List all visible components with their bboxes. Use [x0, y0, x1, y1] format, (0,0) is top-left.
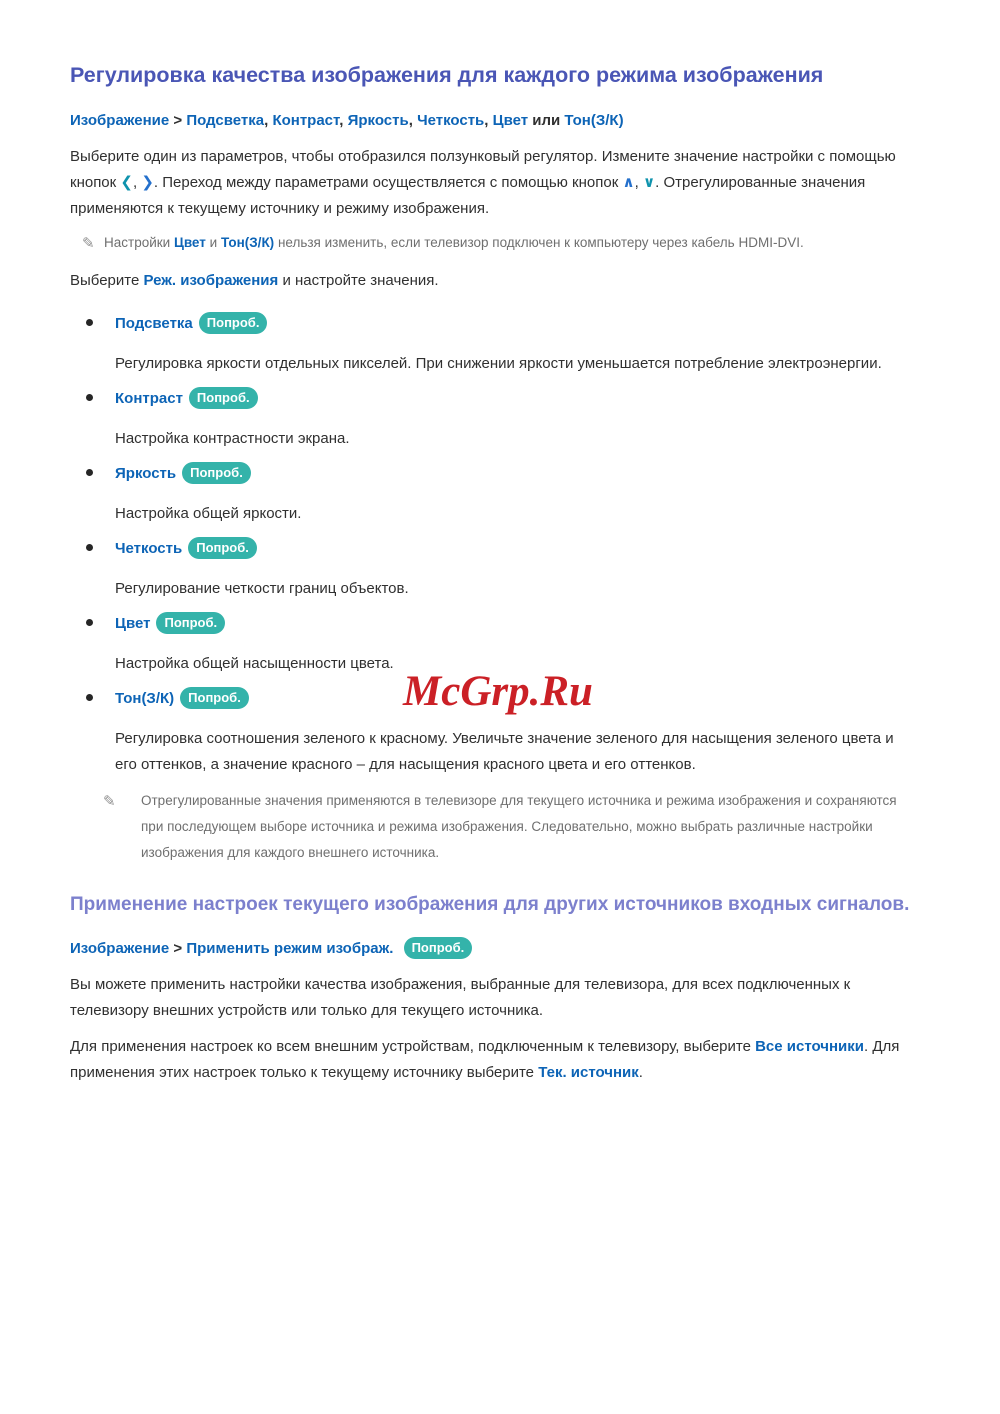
bullet-icon	[86, 394, 93, 401]
crumb-separator: >	[169, 112, 187, 129]
term-all-sources: Все источники	[755, 1038, 864, 1055]
term-tint: Тон(З/К)	[220, 235, 275, 250]
text-run: нельзя изменить, если телевизор подключен к компьютеру через кабель HDMI-DVI.	[274, 235, 804, 250]
crumb-backlight: Подсветка	[186, 112, 265, 129]
setting-name: Цвет	[115, 615, 151, 632]
right-arrow-icon: ❯	[141, 174, 154, 191]
crumb-contrast: Контраст	[272, 112, 340, 129]
setting-head	[115, 312, 922, 334]
section-title: Применение настроек текущего изображения для других источников входных сигналов.	[70, 894, 910, 915]
setting-description: Настройка общей насыщенности цвета.	[115, 655, 394, 672]
setting-head	[115, 387, 922, 409]
setting-name: Тон(З/К)	[115, 690, 175, 707]
term-picture-mode: Реж. изображения	[143, 272, 279, 289]
crumb-color: Цвет	[492, 112, 529, 129]
try-now-badge: Попроб.	[180, 687, 249, 709]
crumb-separator: ,	[408, 112, 418, 129]
text-run: Выберите один из параметров, чтобы отобразился ползунковый регулятор. Измените значение настройки с помощью кнопок	[70, 148, 896, 191]
apply-paragraph: Вы можете применить настройки качества изображения, выбранные для телевизора, для всех подключенных к телевизору внешних устройств или только для текущего источника.	[70, 976, 851, 1019]
pencil-icon: ✎	[82, 234, 95, 252]
try-now-badge: Попроб.	[188, 537, 257, 559]
note-text: Отрегулированные значения применяются в телевизоре для текущего источника и режима изображения и сохраняются при последующем выборе источника и режима изображения. Следовательно, можно выбрать различные настройки изображения для каждого внешнего источника.	[141, 793, 897, 860]
setting-head	[115, 537, 922, 559]
text-run: и настройте значения.	[278, 272, 439, 289]
setting-description: Регулировка яркости отдельных пикселей. При снижении яркости уменьшается потребление электроэнергии.	[115, 355, 882, 372]
note	[103, 788, 922, 866]
bullet-icon	[86, 319, 93, 326]
list-item	[70, 537, 922, 602]
list-item	[70, 462, 922, 527]
text-run: . Отрегулированные значения применяются к текущему источнику и режиму изображения.	[70, 174, 866, 217]
text-run: Настройки	[104, 235, 174, 250]
try-now-badge: Попроб.	[199, 312, 268, 334]
try-now-badge: Попроб.	[156, 612, 225, 634]
text-run	[393, 940, 397, 957]
setting-head	[115, 462, 922, 484]
watermark: McGrp.Ru	[403, 668, 593, 715]
crumb-menu-picture: Изображение	[70, 940, 170, 957]
bullet-icon	[86, 619, 93, 626]
setting-name: Яркость	[115, 465, 177, 482]
crumb-tint: Тон(З/К)	[564, 112, 624, 129]
setting-head	[115, 612, 922, 634]
pencil-icon: ✎	[103, 792, 116, 810]
setting-name: Четкость	[115, 540, 183, 557]
crumb-separator: ,	[264, 112, 273, 129]
try-now-badge: Попроб.	[182, 462, 251, 484]
intro-paragraph	[70, 144, 922, 222]
text-run: . Переход между параметрами осуществляется с помощью кнопок	[153, 174, 623, 191]
try-now-badge: Попроб.	[404, 937, 473, 959]
setting-description: Настройка контрастности экрана.	[115, 430, 350, 447]
term-color: Цвет	[173, 235, 206, 250]
text-run: .	[638, 1064, 643, 1081]
note	[70, 232, 922, 254]
up-arrow-icon: ∧	[622, 174, 635, 191]
text-run: . Для применения этих настроек только к текущему источнику выберите	[70, 1038, 900, 1081]
text-run: ,	[634, 174, 643, 191]
text-run: Для применения настроек ко всем внешним устройствам, подключенным к телевизору, выберите	[70, 1038, 756, 1055]
breadcrumb	[70, 937, 922, 959]
list-item	[70, 387, 922, 452]
crumb-separator: ,	[339, 112, 348, 129]
text-run: Выберите	[70, 272, 144, 289]
choose-paragraph	[70, 268, 922, 294]
left-arrow-icon: ❮	[120, 174, 133, 191]
crumb-separator: >	[169, 940, 187, 957]
bullet-icon	[86, 469, 93, 476]
term-current-source: Тек. источник	[538, 1064, 639, 1081]
setting-description: Настройка общей яркости.	[115, 505, 302, 522]
crumb-menu-picture: Изображение	[70, 112, 170, 129]
sources-paragraph	[70, 1034, 922, 1086]
setting-name: Контраст	[115, 390, 183, 407]
bullet-icon	[86, 694, 93, 701]
crumb-separator: ,	[484, 112, 493, 129]
crumb-sharpness: Четкость	[417, 112, 485, 129]
text-run: ,	[132, 174, 142, 191]
bullet-icon	[86, 544, 93, 551]
breadcrumb-path	[70, 940, 398, 957]
crumb-or: или	[528, 112, 565, 129]
try-now-badge: Попроб.	[189, 387, 258, 409]
page-title: Регулировка качества изображения для каждого режима изображения	[70, 63, 824, 87]
down-arrow-icon: ∨	[642, 174, 656, 191]
crumb-apply-picture-mode: Применить режим изображ.	[186, 940, 394, 957]
breadcrumb	[70, 111, 922, 131]
setting-description: Регулирование четкости границ объектов.	[115, 580, 409, 597]
setting-description: Регулировка соотношения зеленого к красному. Увеличьте значение зеленого для насыщения зеленого цвета и его оттенков, а значение красного – для насыщения красного цвета и его оттенков.	[115, 730, 894, 773]
crumb-brightness: Яркость	[347, 112, 409, 129]
text-run: и	[205, 235, 221, 250]
list-item	[70, 312, 922, 377]
setting-name: Подсветка	[115, 315, 193, 332]
note-text	[104, 232, 804, 254]
settings-list	[70, 312, 922, 866]
